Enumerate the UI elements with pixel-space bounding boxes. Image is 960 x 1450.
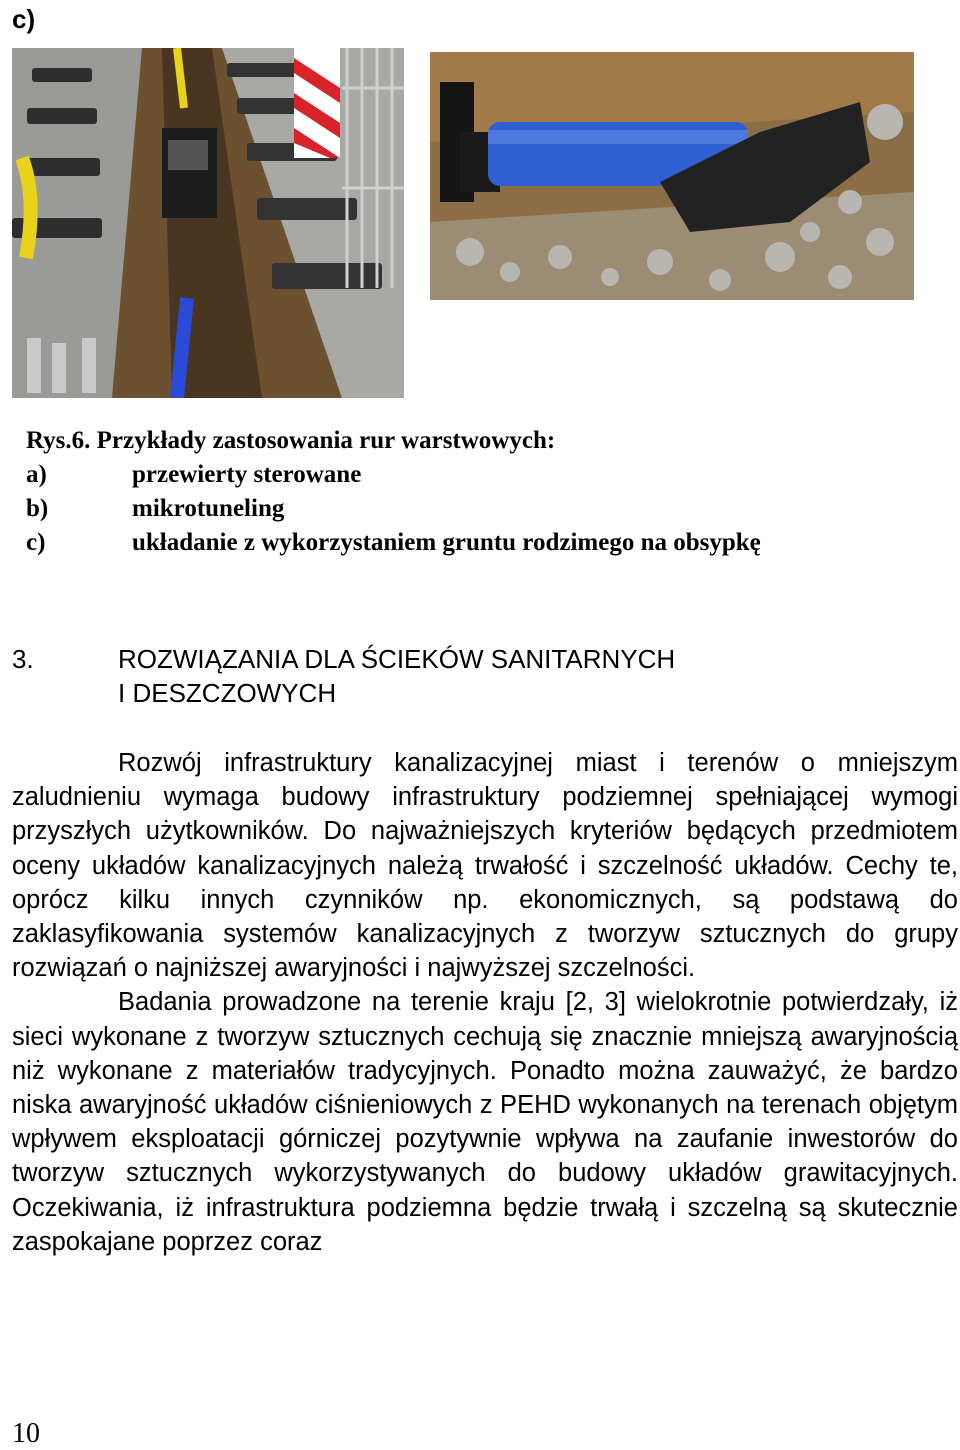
caption-item-letter: b) xyxy=(26,495,49,522)
caption-item-letter: a) xyxy=(26,461,47,488)
section-title xyxy=(118,642,675,710)
figure-caption xyxy=(26,424,761,560)
paragraph: Badania prowadzone na terenie kraju [2, 3] wielokrotnie potwierdzały, iż sieci wykonane z tworzyw sztucznych cechują się znacznie mniejszą awaryjnością niż wykonane z materiałów tradycyjnych. Ponadto można zauważyć, że bardzo niska awaryjność układów ciśnieniowych z PEHD wykonanych na terenach objętym wpływem eksploatacji górniczej pozytywnie wpływa na zaufanie inwestorów do tworzyw sztucznych wykorzystywanych do budowy układów grawitacyjnych. Oczekiwania, iż infrastruktura podziemna będzie trwałą i szczelną są skutecznie zaspokajane poprzez coraz xyxy=(12,988,958,1256)
caption-item-letter: c) xyxy=(26,529,46,556)
section-title-line1: ROZWIĄZANIA DLA ŚCIEKÓW SANITARNYCH xyxy=(118,644,676,674)
trench-photo xyxy=(12,48,404,398)
section-number: 3. xyxy=(12,644,34,674)
body-text xyxy=(12,746,958,1259)
caption-item-a xyxy=(26,458,761,492)
figure-label: c) xyxy=(12,4,36,34)
caption-item-b xyxy=(26,492,761,526)
paragraph: Rozwój infrastruktury kanalizacyjnej miast i terenów o mniejszym zaludnieniu wymaga budowy infrastruktury podziemnej spełniającej wymogi przyszłych użytkowników. Do najważniejszych kryteriów będących przedmiotem oceny układów kanalizacyjnych należą trwałość i szczelność układów. Cechy te, oprócz kilku innych czynników np. ekonomicznych, są podstawą do zaklasyfikowania systemów kanalizacyjnych z tworzyw sztucznych do grupy rozwiązań o najniższej awaryjności i najwyższej szczelności. xyxy=(12,749,958,983)
caption-item-text: układanie z wykorzystaniem gruntu rodzimego na obsypkę xyxy=(132,529,761,556)
section-title-line2: I DESZCZOWYCH xyxy=(118,678,337,708)
caption-item-c xyxy=(26,526,761,560)
page-number: 10 xyxy=(12,1418,40,1449)
caption-title: Rys.6. Przykłady zastosowania rur warstwowych: xyxy=(26,427,556,454)
caption-item-text: mikrotuneling xyxy=(132,495,285,522)
pipe-excavation-photo xyxy=(430,52,914,300)
caption-item-text: przewierty sterowane xyxy=(132,461,362,488)
